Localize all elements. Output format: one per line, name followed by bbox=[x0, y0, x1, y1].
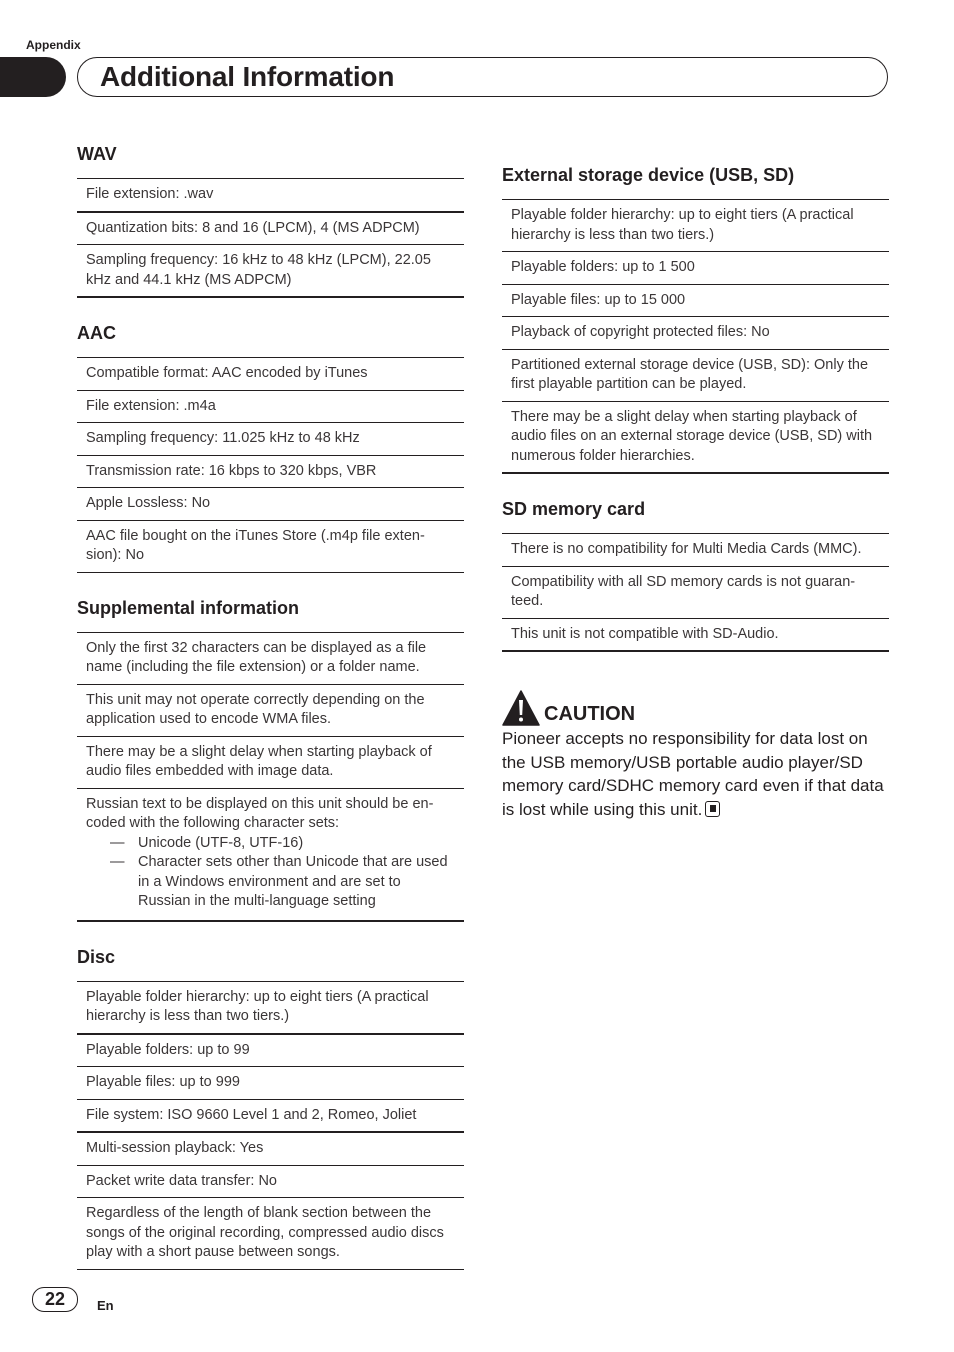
aac-row: File extension: .m4a bbox=[77, 390, 464, 423]
sd-card-table bbox=[502, 533, 889, 652]
external-storage-table bbox=[502, 199, 889, 474]
disc-heading: Disc bbox=[77, 946, 116, 967]
dash-marker: — bbox=[110, 834, 125, 851]
external-row: Playable folders: up to 1 500 bbox=[502, 252, 889, 285]
section-tab-marker bbox=[0, 57, 66, 97]
disc-row: Regardless of the length of blank section between the songs of the original recording, compressed audio discs play with a short pause between songs. bbox=[77, 1198, 464, 1270]
aac-table bbox=[77, 357, 464, 573]
sd-card-heading: SD memory card bbox=[502, 499, 646, 519]
right-column bbox=[502, 164, 889, 676]
caution-heading: CAUTION bbox=[544, 703, 636, 725]
external-storage-heading: External storage device (USB, SD) bbox=[502, 165, 795, 185]
wav-table bbox=[77, 178, 464, 298]
wav-row: Quantization bits: 8 and 16 (LPCM), 4 (MS ADPCM) bbox=[77, 212, 464, 245]
list-item bbox=[86, 834, 455, 854]
disc-row: Playable files: up to 999 bbox=[77, 1067, 464, 1100]
wav-row: File extension: .wav bbox=[86, 186, 214, 202]
wav-row: Sampling frequency: 16 kHz to 48 kHz (LPCM), 22.05 kHz and 44.1 kHz (MS ADPCM) bbox=[77, 245, 464, 298]
warning-triangle-icon bbox=[502, 690, 540, 726]
russian-intro: Russian text to be displayed on this unit should be en-coded with the following character sets: bbox=[86, 795, 434, 831]
external-row: There may be a slight delay when starting playback of audio files on an external storage device (USB, SD) with numerous folder hierarchies. bbox=[502, 401, 889, 473]
sd-row: Compatibility with all SD memory cards is not guaran-teed. bbox=[502, 566, 889, 618]
left-column bbox=[77, 143, 464, 1294]
caution-text: Pioneer accepts no responsibility for data lost on the USB memory/USB portable audio player/SD memory card/SDHC memory card even if that data is lost while using this unit. bbox=[502, 729, 884, 819]
supplemental-row: This unit may not operate correctly depending on the application used to encode WMA files. bbox=[77, 684, 464, 736]
aac-row: AAC file bought on the iTunes Store (.m4p file exten-sion): No bbox=[77, 520, 464, 572]
disc-row: Packet write data transfer: No bbox=[77, 1165, 464, 1198]
language-label: En bbox=[97, 1298, 114, 1313]
caution-text-block bbox=[502, 727, 892, 821]
disc-table bbox=[77, 981, 464, 1270]
page-number: 22 bbox=[32, 1287, 78, 1312]
aac-row: Compatible format: AAC encoded by iTunes bbox=[86, 365, 368, 381]
aac-heading: AAC bbox=[77, 323, 116, 343]
charset-list bbox=[86, 834, 455, 912]
external-row: Playback of copyright protected files: No bbox=[502, 317, 889, 350]
wav-heading: WAV bbox=[77, 144, 117, 164]
supplemental-table bbox=[77, 632, 464, 922]
aac-row: Sampling frequency: 11.025 kHz to 48 kHz bbox=[77, 423, 464, 456]
external-row: Partitioned external storage device (USB, SD): Only the first playable partition can be played. bbox=[502, 349, 889, 401]
charset-item: Unicode (UTF-8, UTF-16) bbox=[138, 834, 304, 851]
disc-row: File system: ISO 9660 Level 1 and 2, Romeo, Joliet bbox=[77, 1099, 464, 1132]
disc-row: Multi-session playback: Yes bbox=[77, 1132, 464, 1165]
caution-header bbox=[502, 688, 892, 726]
sd-row: There is no compatibility for Multi Media Cards (MMC). bbox=[511, 541, 862, 557]
list-item bbox=[86, 853, 455, 912]
dash-marker: — bbox=[110, 854, 125, 870]
supplemental-row: Only the first 32 characters can be displayed as a file name (including the file extension) or a folder name. bbox=[86, 639, 427, 675]
external-row: Playable files: up to 15 000 bbox=[502, 284, 889, 317]
disc-row: Playable folder hierarchy: up to eight tiers (A practical hierarchy is less than two tiers.) bbox=[86, 988, 429, 1024]
supplemental-row-russian bbox=[77, 788, 464, 921]
external-row: Playable folder hierarchy: up to eight tiers (A practical hierarchy is less than two tiers.) bbox=[511, 207, 854, 243]
page-title: Additional Information bbox=[100, 61, 395, 92]
section-label: Appendix bbox=[26, 38, 81, 52]
charset-item: Character sets other than Unicode that are used in a Windows environment and are set to Russian in the multi-language setting bbox=[138, 854, 448, 909]
disc-row: Playable folders: up to 99 bbox=[77, 1034, 464, 1067]
aac-row: Apple Lossless: No bbox=[77, 488, 464, 521]
aac-row: Transmission rate: 16 kbps to 320 kbps, VBR bbox=[77, 455, 464, 488]
page-title-frame bbox=[77, 57, 888, 97]
caution-block bbox=[502, 688, 892, 821]
supplemental-row: There may be a slight delay when starting playback of audio files embedded with image data. bbox=[77, 736, 464, 788]
supplemental-heading: Supplemental information bbox=[77, 597, 300, 618]
end-of-section-icon bbox=[705, 801, 720, 817]
sd-row: This unit is not compatible with SD-Audio. bbox=[502, 618, 889, 651]
